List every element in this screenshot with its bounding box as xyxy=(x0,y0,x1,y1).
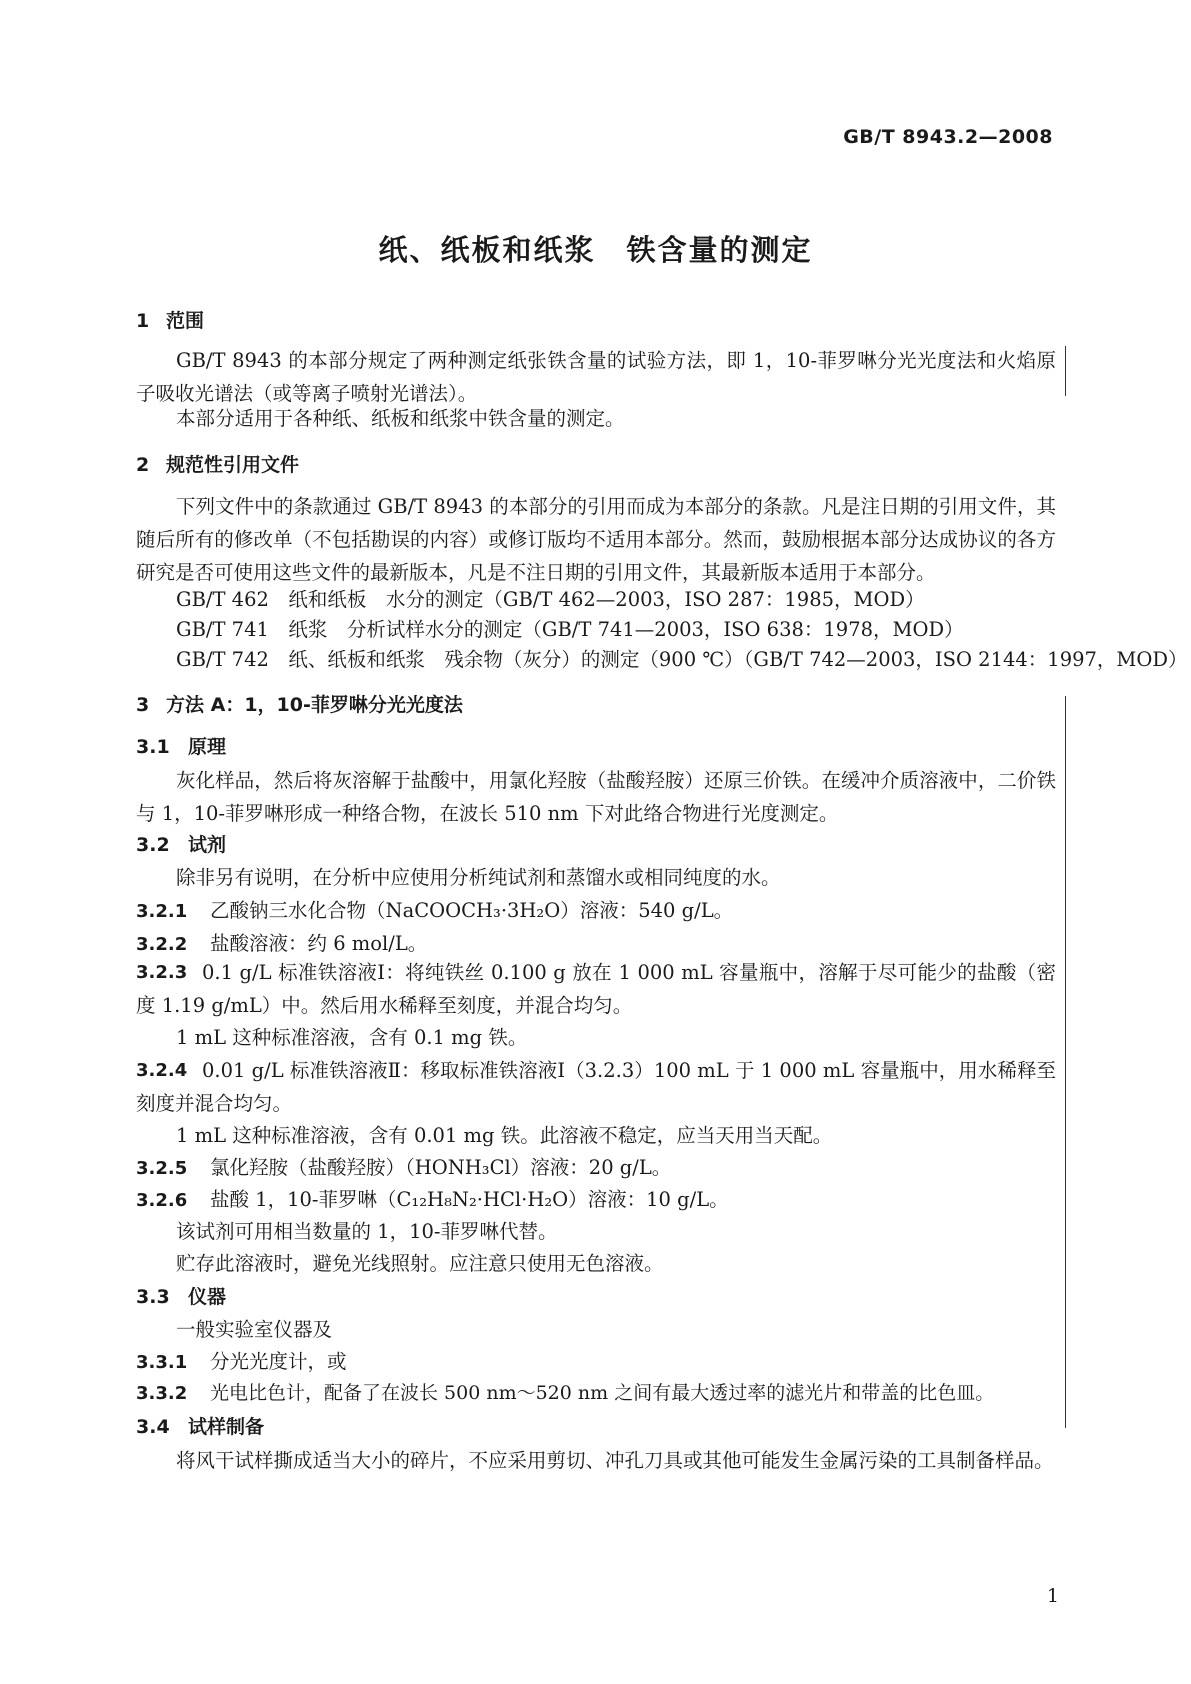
section-number: 1 xyxy=(136,310,150,332)
standard-number: GB/T 8943.2—2008 xyxy=(843,126,1053,148)
clause-text: 氯化羟胺（盐酸羟胺）（HONH₃Cl）溶液：20 g/L。 xyxy=(210,1156,672,1179)
section-title: 方法 A：1，10-菲罗啉分光光度法 xyxy=(166,694,463,716)
clause-number: 3.2.4 xyxy=(136,1060,188,1081)
clause-text: 盐酸溶液：约 6 mol/L。 xyxy=(210,932,428,955)
section-title: 仪器 xyxy=(188,1286,227,1308)
reference-item: GB/T 742 纸、纸板和纸浆 残余物（灰分）的测定（900 ℃）（GB/T 742—2003，ISO 2144：1997，MOD） xyxy=(176,648,1188,671)
section-number: 3.1 xyxy=(136,736,170,758)
clause-3-2-3-text: 0.1 g/L 标准铁溶液Ⅰ：将纯铁丝 0.100 g 放在 1 000 mL 容量瓶中，溶解于尽可能少的盐酸（密度 1.19 g/mL）中。然后用水稀释至刻度，并混合均匀。 xyxy=(136,961,1056,1017)
clause-text: 乙酸钠三水化合物（NaCOOCH₃·3H₂O）溶液：540 g/L。 xyxy=(210,899,734,922)
clause-number: 3.2.2 xyxy=(136,934,188,955)
subsection-3-3-paragraph: 一般实验室仪器及 xyxy=(176,1318,333,1341)
section-number: 3.2 xyxy=(136,834,170,856)
section-number: 2 xyxy=(136,454,150,476)
clause-3-2-1 xyxy=(136,895,733,923)
clause-text: 盐酸 1，10-菲罗啉（C₁₂H₈N₂·HCl·H₂O）溶液：10 g/L。 xyxy=(210,1188,729,1211)
reference-item: GB/T 462 纸和纸板 水分的测定（GB/T 462—2003，ISO 287：1985，MOD） xyxy=(176,588,925,611)
clause-3-3-1 xyxy=(136,1346,347,1374)
clause-3-2-5 xyxy=(136,1152,671,1180)
section-title: 规范性引用文件 xyxy=(166,454,300,476)
clause-number: 3.2.3 xyxy=(136,962,188,983)
clause-3-3-2 xyxy=(136,1378,994,1405)
clause-text: 分光光度计，或 xyxy=(210,1350,347,1373)
clause-3-2-6-note: 贮存此溶液时，避免光线照射。应注意只使用无色溶液。 xyxy=(176,1252,664,1275)
section-title: 原理 xyxy=(188,736,227,758)
section-1-paragraph-2: 本部分适用于各种纸、纸板和纸浆中铁含量的测定。 xyxy=(176,407,625,430)
change-bar xyxy=(1065,696,1066,1428)
section-2-paragraph-1: 下列文件中的条款通过 GB/T 8943 的本部分的引用而成为本部分的条款。凡是注日期的引用文件，其随后所有的修改单（不包括勘误的内容）或修订版均不适用本部分。然而，鼓励根据本部分达成协议的各方研究是否可使用这些文件的最新版本，凡是不注日期的引用文件，其最新版本适用于本部分。 xyxy=(136,495,1056,584)
clause-3-2-4-note: 1 mL 这种标准溶液，含有 0.01 mg 铁。此溶液不稳定，应当天用当天配。 xyxy=(176,1124,833,1147)
clause-number: 3.3.1 xyxy=(136,1352,188,1373)
section-1-paragraph-1: GB/T 8943 的本部分规定了两种测定纸张铁含量的试验方法，即 1，10-菲罗啉分光光度法和火焰原子吸收光谱法（或等离子喷射光谱法）。 xyxy=(136,349,1056,405)
clause-number: 3.2.6 xyxy=(136,1190,188,1211)
section-title: 试样制备 xyxy=(188,1416,265,1438)
clause-3-2-4-text: 0.01 g/L 标准铁溶液Ⅱ：移取标准铁溶液Ⅰ（3.2.3）100 mL 于 1 000 mL 容量瓶中，用水稀释至刻度并混合均匀。 xyxy=(136,1059,1056,1115)
clause-number: 3.3.2 xyxy=(136,1383,188,1404)
section-2-heading xyxy=(136,450,299,477)
clause-text: 光电比色计，配备了在波长 500 nm～520 nm 之间有最大透过率的滤光片和带盖的比色皿。 xyxy=(210,1382,995,1404)
clause-number: 3.2.1 xyxy=(136,901,188,922)
subsection-3-2-paragraph: 除非另有说明，在分析中应使用分析纯试剂和蒸馏水或相同纯度的水。 xyxy=(176,866,781,889)
section-number: 3 xyxy=(136,694,150,716)
clause-3-2-6-note: 该试剂可用相当数量的 1，10-菲罗啉代替。 xyxy=(176,1220,558,1243)
subsection-3-4-paragraph: 将风干试样撕成适当大小的碎片，不应采用剪切、冲孔刀具或其他可能发生金属污染的工具制备样品。 xyxy=(176,1449,1054,1472)
section-number: 3.3 xyxy=(136,1286,170,1308)
clause-number: 3.2.5 xyxy=(136,1158,188,1179)
subsection-3-2-heading xyxy=(136,830,226,857)
section-title: 范围 xyxy=(166,310,205,332)
section-3-heading xyxy=(136,690,463,717)
subsection-3-3-heading xyxy=(136,1282,226,1309)
change-bar xyxy=(1065,346,1066,396)
section-number: 3.4 xyxy=(136,1416,170,1438)
document-title: 纸、纸板和纸浆 铁含量的测定 xyxy=(378,233,813,267)
section-title: 试剂 xyxy=(188,834,227,856)
subsection-3-1-paragraph: 灰化样品，然后将灰溶解于盐酸中，用氯化羟胺（盐酸羟胺）还原三价铁。在缓冲介质溶液中，二价铁与 1，10-菲罗啉形成一种络合物，在波长 510 nm 下对此络合物进行光度测定。 xyxy=(136,769,1056,825)
section-1-heading xyxy=(136,306,204,333)
clause-3-2-6 xyxy=(136,1184,729,1212)
subsection-3-4-heading xyxy=(136,1412,264,1439)
reference-item: GB/T 741 纸浆 分析试样水分的测定（GB/T 741—2003，ISO 638：1978，MOD） xyxy=(176,618,964,641)
clause-3-2-2 xyxy=(136,928,427,956)
page-number: 1 xyxy=(1046,1585,1059,1607)
subsection-3-1-heading xyxy=(136,732,226,759)
clause-3-2-3-note: 1 mL 这种标准溶液，含有 0.1 mg 铁。 xyxy=(176,1026,528,1049)
